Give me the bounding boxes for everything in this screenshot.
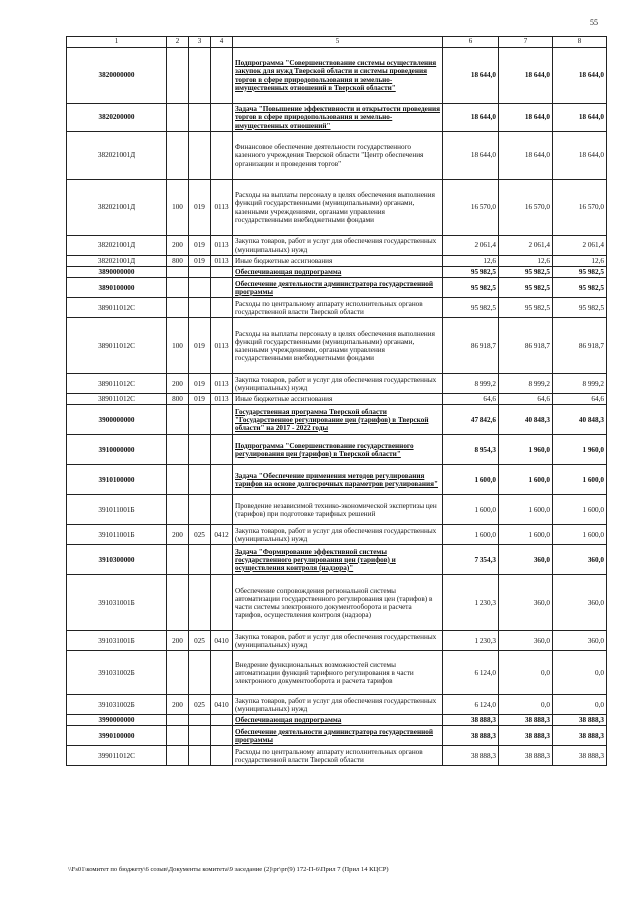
amount-cell: 38 888,3: [443, 746, 499, 766]
subsection-cell: [211, 495, 233, 525]
section-cell: 019: [189, 256, 211, 267]
subsection-cell: 0113: [211, 318, 233, 374]
code-cell: 382021001Д: [67, 236, 167, 256]
subsection-cell: [211, 726, 233, 746]
code-cell: 389011012С: [67, 394, 167, 405]
amount-cell: 2 061,4: [443, 236, 499, 256]
table-row: [67, 746, 607, 766]
code-cell: 382021001Д: [67, 132, 167, 180]
amount-cell: 7 354,3: [443, 545, 499, 575]
vr-cell: [167, 435, 189, 465]
header-row: [67, 37, 607, 48]
vr-cell: [167, 267, 189, 278]
amount-cell: 47 842,6: [443, 405, 499, 435]
amount-cell: 0,0: [499, 651, 553, 695]
header-cell: 8: [553, 37, 607, 48]
description-cell: Закупка товаров, работ и услуг для обеспечения государственных (муниципальных) нужд: [233, 695, 443, 715]
section-cell: [189, 746, 211, 766]
vr-cell: [167, 405, 189, 435]
amount-cell: 1 600,0: [499, 465, 553, 495]
amount-cell: 95 982,5: [443, 278, 499, 298]
code-cell: 389011012С: [67, 374, 167, 394]
code-cell: 389011012С: [67, 298, 167, 318]
section-cell: [189, 278, 211, 298]
code-cell: 3990100000: [67, 726, 167, 746]
description-cell: Задача "Обеспечение применения методов регулирования тарифов на основе долгосрочных параметров регулирования": [233, 465, 443, 495]
table-row: [67, 525, 607, 545]
amount-cell: 6 124,0: [443, 695, 499, 715]
table-row: [67, 651, 607, 695]
table-row: [67, 695, 607, 715]
header-cell: 6: [443, 37, 499, 48]
section-cell: [189, 726, 211, 746]
subsection-cell: [211, 545, 233, 575]
amount-cell: 2 061,4: [553, 236, 607, 256]
vr-cell: [167, 465, 189, 495]
amount-cell: 38 888,3: [499, 715, 553, 726]
amount-cell: 95 982,5: [443, 267, 499, 278]
amount-cell: 6 124,0: [443, 651, 499, 695]
amount-cell: 1 600,0: [553, 465, 607, 495]
amount-cell: 1 600,0: [499, 495, 553, 525]
amount-cell: 8 999,2: [553, 374, 607, 394]
amount-cell: 8 999,2: [443, 374, 499, 394]
page-number: 55: [590, 18, 598, 27]
amount-cell: 95 982,5: [499, 267, 553, 278]
amount-cell: 360,0: [499, 545, 553, 575]
vr-cell: [167, 715, 189, 726]
amount-cell: 12,6: [553, 256, 607, 267]
amount-cell: 16 570,0: [499, 180, 553, 236]
amount-cell: 360,0: [553, 631, 607, 651]
amount-cell: 18 644,0: [553, 132, 607, 180]
code-cell: 3910000000: [67, 435, 167, 465]
description-cell: Закупка товаров, работ и услуг для обеспечения государственных (муниципальных) нужд: [233, 236, 443, 256]
amount-cell: 18 644,0: [499, 48, 553, 104]
amount-cell: 1 960,0: [553, 435, 607, 465]
subsection-cell: [211, 132, 233, 180]
subsection-cell: [211, 465, 233, 495]
amount-cell: 40 848,3: [499, 405, 553, 435]
section-cell: [189, 405, 211, 435]
vr-cell: [167, 495, 189, 525]
table-row: [67, 394, 607, 405]
table-row: [67, 545, 607, 575]
section-cell: [189, 575, 211, 631]
amount-cell: 2 061,4: [499, 236, 553, 256]
amount-cell: 86 918,7: [553, 318, 607, 374]
description-cell: Внедрение функциональных возможностей системы автоматизации функций тарифного регулирования в части электронного документооборота и расчета тарифов: [233, 651, 443, 695]
amount-cell: 64,6: [443, 394, 499, 405]
description-cell: Расходы на выплаты персоналу в целях обеспечения выполнения функций государственными (муниципальными) органами, казенными учреждениями, органами управления государственными внебюджетными фондами: [233, 318, 443, 374]
section-cell: 025: [189, 525, 211, 545]
table-row: [67, 298, 607, 318]
subsection-cell: [211, 651, 233, 695]
code-cell: 389011012С: [67, 318, 167, 374]
amount-cell: 95 982,5: [553, 267, 607, 278]
subsection-cell: 0410: [211, 695, 233, 715]
code-cell: 391031002Б: [67, 651, 167, 695]
table-row: [67, 726, 607, 746]
section-cell: 025: [189, 695, 211, 715]
subsection-cell: 0113: [211, 374, 233, 394]
header-cell: 2: [167, 37, 189, 48]
amount-cell: 1 230,3: [443, 631, 499, 651]
table-body: [67, 48, 607, 766]
section-cell: [189, 545, 211, 575]
amount-cell: 95 982,5: [499, 278, 553, 298]
code-cell: 3990000000: [67, 715, 167, 726]
budget-table: [66, 36, 607, 766]
vr-cell: 200: [167, 374, 189, 394]
table-row: [67, 465, 607, 495]
vr-cell: [167, 104, 189, 132]
subsection-cell: [211, 267, 233, 278]
amount-cell: 360,0: [499, 575, 553, 631]
description-cell: Задача "Повышение эффективности и открытости проведения торгов в сфере природопользования и земельно-имущественных отношений": [233, 104, 443, 132]
amount-cell: 18 644,0: [553, 104, 607, 132]
header-cell: 4: [211, 37, 233, 48]
subsection-cell: 0113: [211, 256, 233, 267]
description-cell: Расходы по центральному аппарату исполнительных органов государственной власти Тверской области: [233, 298, 443, 318]
amount-cell: 18 644,0: [553, 48, 607, 104]
vr-cell: 800: [167, 394, 189, 405]
section-cell: [189, 465, 211, 495]
vr-cell: [167, 132, 189, 180]
description-cell: Иные бюджетные ассигнования: [233, 256, 443, 267]
amount-cell: 95 982,5: [553, 298, 607, 318]
file-path-footer: \\Fs01\комитет по бюджету\6 созыв\Документы комитета\9 заседание (2)\рг\рг(9) 172-П-6\Прил 7 (Прил 14 КЦСР): [68, 866, 389, 873]
section-cell: 019: [189, 180, 211, 236]
table-row: [67, 132, 607, 180]
table-row: [67, 715, 607, 726]
description-cell: Расходы по центральному аппарату исполнительных органов государственной власти Тверской области: [233, 746, 443, 766]
code-cell: 3820000000: [67, 48, 167, 104]
description-cell: Проведение независимой технико-экономической экспертизы цен (тарифов) при подготовке тарифных решений: [233, 495, 443, 525]
description-cell: Финансовое обеспечение деятельности государственного казенного учреждения Тверской области "Центр обеспечения организации и проведения торгов": [233, 132, 443, 180]
code-cell: 3820200000: [67, 104, 167, 132]
section-cell: 019: [189, 374, 211, 394]
section-cell: [189, 132, 211, 180]
vr-cell: 200: [167, 631, 189, 651]
amount-cell: 1 600,0: [499, 525, 553, 545]
amount-cell: 38 888,3: [553, 746, 607, 766]
section-cell: 019: [189, 394, 211, 405]
amount-cell: 18 644,0: [443, 132, 499, 180]
header-cell: 3: [189, 37, 211, 48]
amount-cell: 38 888,3: [553, 715, 607, 726]
vr-cell: 100: [167, 180, 189, 236]
amount-cell: 8 999,2: [499, 374, 553, 394]
amount-cell: 38 888,3: [553, 726, 607, 746]
amount-cell: 360,0: [553, 575, 607, 631]
amount-cell: 64,6: [499, 394, 553, 405]
table-row: [67, 48, 607, 104]
table-row: [67, 278, 607, 298]
table-row: [67, 236, 607, 256]
section-cell: [189, 495, 211, 525]
amount-cell: 86 918,7: [499, 318, 553, 374]
description-cell: Иные бюджетные ассигнования: [233, 394, 443, 405]
section-cell: [189, 298, 211, 318]
amount-cell: 18 644,0: [499, 104, 553, 132]
vr-cell: [167, 746, 189, 766]
amount-cell: 64,6: [553, 394, 607, 405]
table-row: [67, 405, 607, 435]
amount-cell: 38 888,3: [443, 726, 499, 746]
header-cell: 7: [499, 37, 553, 48]
amount-cell: 12,6: [443, 256, 499, 267]
section-cell: [189, 435, 211, 465]
vr-cell: 100: [167, 318, 189, 374]
vr-cell: [167, 278, 189, 298]
header-cell: 5: [233, 37, 443, 48]
section-cell: [189, 48, 211, 104]
subsection-cell: [211, 405, 233, 435]
subsection-cell: 0412: [211, 525, 233, 545]
amount-cell: 1 230,3: [443, 575, 499, 631]
subsection-cell: 0113: [211, 180, 233, 236]
amount-cell: 95 982,5: [553, 278, 607, 298]
section-cell: 019: [189, 318, 211, 374]
description-cell: Подпрограмма "Совершенствование государственного регулирования цен (тарифов) в Тверской области": [233, 435, 443, 465]
description-cell: Закупка товаров, работ и услуг для обеспечения государственных (муниципальных) нужд: [233, 525, 443, 545]
amount-cell: 38 888,3: [499, 726, 553, 746]
amount-cell: 1 600,0: [443, 525, 499, 545]
section-cell: [189, 651, 211, 695]
vr-cell: [167, 651, 189, 695]
amount-cell: 8 954,3: [443, 435, 499, 465]
amount-cell: 38 888,3: [499, 746, 553, 766]
table-row: [67, 374, 607, 394]
code-cell: 3910100000: [67, 465, 167, 495]
header-cell: 1: [67, 37, 167, 48]
subsection-cell: [211, 435, 233, 465]
code-cell: 391011001Б: [67, 495, 167, 525]
table-row: [67, 631, 607, 651]
description-cell: Закупка товаров, работ и услуг для обеспечения государственных (муниципальных) нужд: [233, 631, 443, 651]
section-cell: 019: [189, 236, 211, 256]
table-row: [67, 267, 607, 278]
code-cell: 391031001Б: [67, 631, 167, 651]
description-cell: Обеспечение деятельности администратора государственной программы: [233, 726, 443, 746]
vr-cell: [167, 48, 189, 104]
section-cell: [189, 267, 211, 278]
subsection-cell: [211, 278, 233, 298]
description-cell: Государственная программа Тверской области "Государственное регулирование цен (тарифов) в Тверской области" на 2017 - 2022 годы: [233, 405, 443, 435]
code-cell: 3910300000: [67, 545, 167, 575]
amount-cell: 360,0: [553, 545, 607, 575]
vr-cell: [167, 726, 189, 746]
code-cell: 391031001Б: [67, 575, 167, 631]
code-cell: 3900000000: [67, 405, 167, 435]
code-cell: 3890100000: [67, 278, 167, 298]
vr-cell: [167, 298, 189, 318]
amount-cell: 16 570,0: [443, 180, 499, 236]
table-row: [67, 435, 607, 465]
vr-cell: [167, 575, 189, 631]
subsection-cell: [211, 715, 233, 726]
amount-cell: 1 600,0: [553, 495, 607, 525]
table-row: [67, 318, 607, 374]
subsection-cell: 0410: [211, 631, 233, 651]
amount-cell: 95 982,5: [443, 298, 499, 318]
description-cell: Обеспечение сопровождения региональной системы автоматизации государственного регулирования цен (тарифов) в части системы электронного документооборота и расчета тарифов, осуществления контроля (надзора): [233, 575, 443, 631]
vr-cell: 800: [167, 256, 189, 267]
amount-cell: 38 888,3: [443, 715, 499, 726]
subsection-cell: [211, 298, 233, 318]
amount-cell: 40 848,3: [553, 405, 607, 435]
vr-cell: 200: [167, 695, 189, 715]
amount-cell: 1 600,0: [443, 495, 499, 525]
description-cell: Обеспечивающая подпрограмма: [233, 267, 443, 278]
subsection-cell: [211, 104, 233, 132]
description-cell: Закупка товаров, работ и услуг для обеспечения государственных (муниципальных) нужд: [233, 374, 443, 394]
code-cell: 391011001Б: [67, 525, 167, 545]
section-cell: [189, 715, 211, 726]
table-row: [67, 575, 607, 631]
subsection-cell: [211, 575, 233, 631]
table-row: [67, 104, 607, 132]
description-cell: Расходы на выплаты персоналу в целях обеспечения выполнения функций государственными (муниципальными) органами, казенными учреждениями, органами управления государственными внебюджетными фондами: [233, 180, 443, 236]
code-cell: 391031002Б: [67, 695, 167, 715]
amount-cell: 1 960,0: [499, 435, 553, 465]
amount-cell: 18 644,0: [443, 104, 499, 132]
code-cell: 382021001Д: [67, 180, 167, 236]
amount-cell: 360,0: [499, 631, 553, 651]
subsection-cell: [211, 746, 233, 766]
subsection-cell: [211, 48, 233, 104]
vr-cell: [167, 545, 189, 575]
description-cell: Подпрограмма "Совершенствование системы осуществления закупок для нужд Тверской области и системы проведения торгов в сфере природопользования и земельно-имущественных отношений в Тверской области": [233, 48, 443, 104]
description-cell: Обеспечение деятельности администратора государственной программы: [233, 278, 443, 298]
amount-cell: 0,0: [553, 695, 607, 715]
amount-cell: 0,0: [499, 695, 553, 715]
table-row: [67, 180, 607, 236]
section-cell: 025: [189, 631, 211, 651]
section-cell: [189, 104, 211, 132]
vr-cell: 200: [167, 236, 189, 256]
description-cell: Обеспечивающая подпрограмма: [233, 715, 443, 726]
code-cell: 3890000000: [67, 267, 167, 278]
table-row: [67, 256, 607, 267]
amount-cell: 86 918,7: [443, 318, 499, 374]
subsection-cell: 0113: [211, 394, 233, 405]
amount-cell: 16 570,0: [553, 180, 607, 236]
amount-cell: 12,6: [499, 256, 553, 267]
amount-cell: 1 600,0: [443, 465, 499, 495]
table-row: [67, 495, 607, 525]
description-cell: Задача "Формирование эффективной системы государственного регулирования цен (тарифов) и осуществления контроля (надзора)": [233, 545, 443, 575]
code-cell: 382021001Д: [67, 256, 167, 267]
amount-cell: 18 644,0: [443, 48, 499, 104]
amount-cell: 95 982,5: [499, 298, 553, 318]
amount-cell: 0,0: [553, 651, 607, 695]
vr-cell: 200: [167, 525, 189, 545]
amount-cell: 18 644,0: [499, 132, 553, 180]
code-cell: 399011012С: [67, 746, 167, 766]
amount-cell: 1 600,0: [553, 525, 607, 545]
subsection-cell: 0113: [211, 236, 233, 256]
